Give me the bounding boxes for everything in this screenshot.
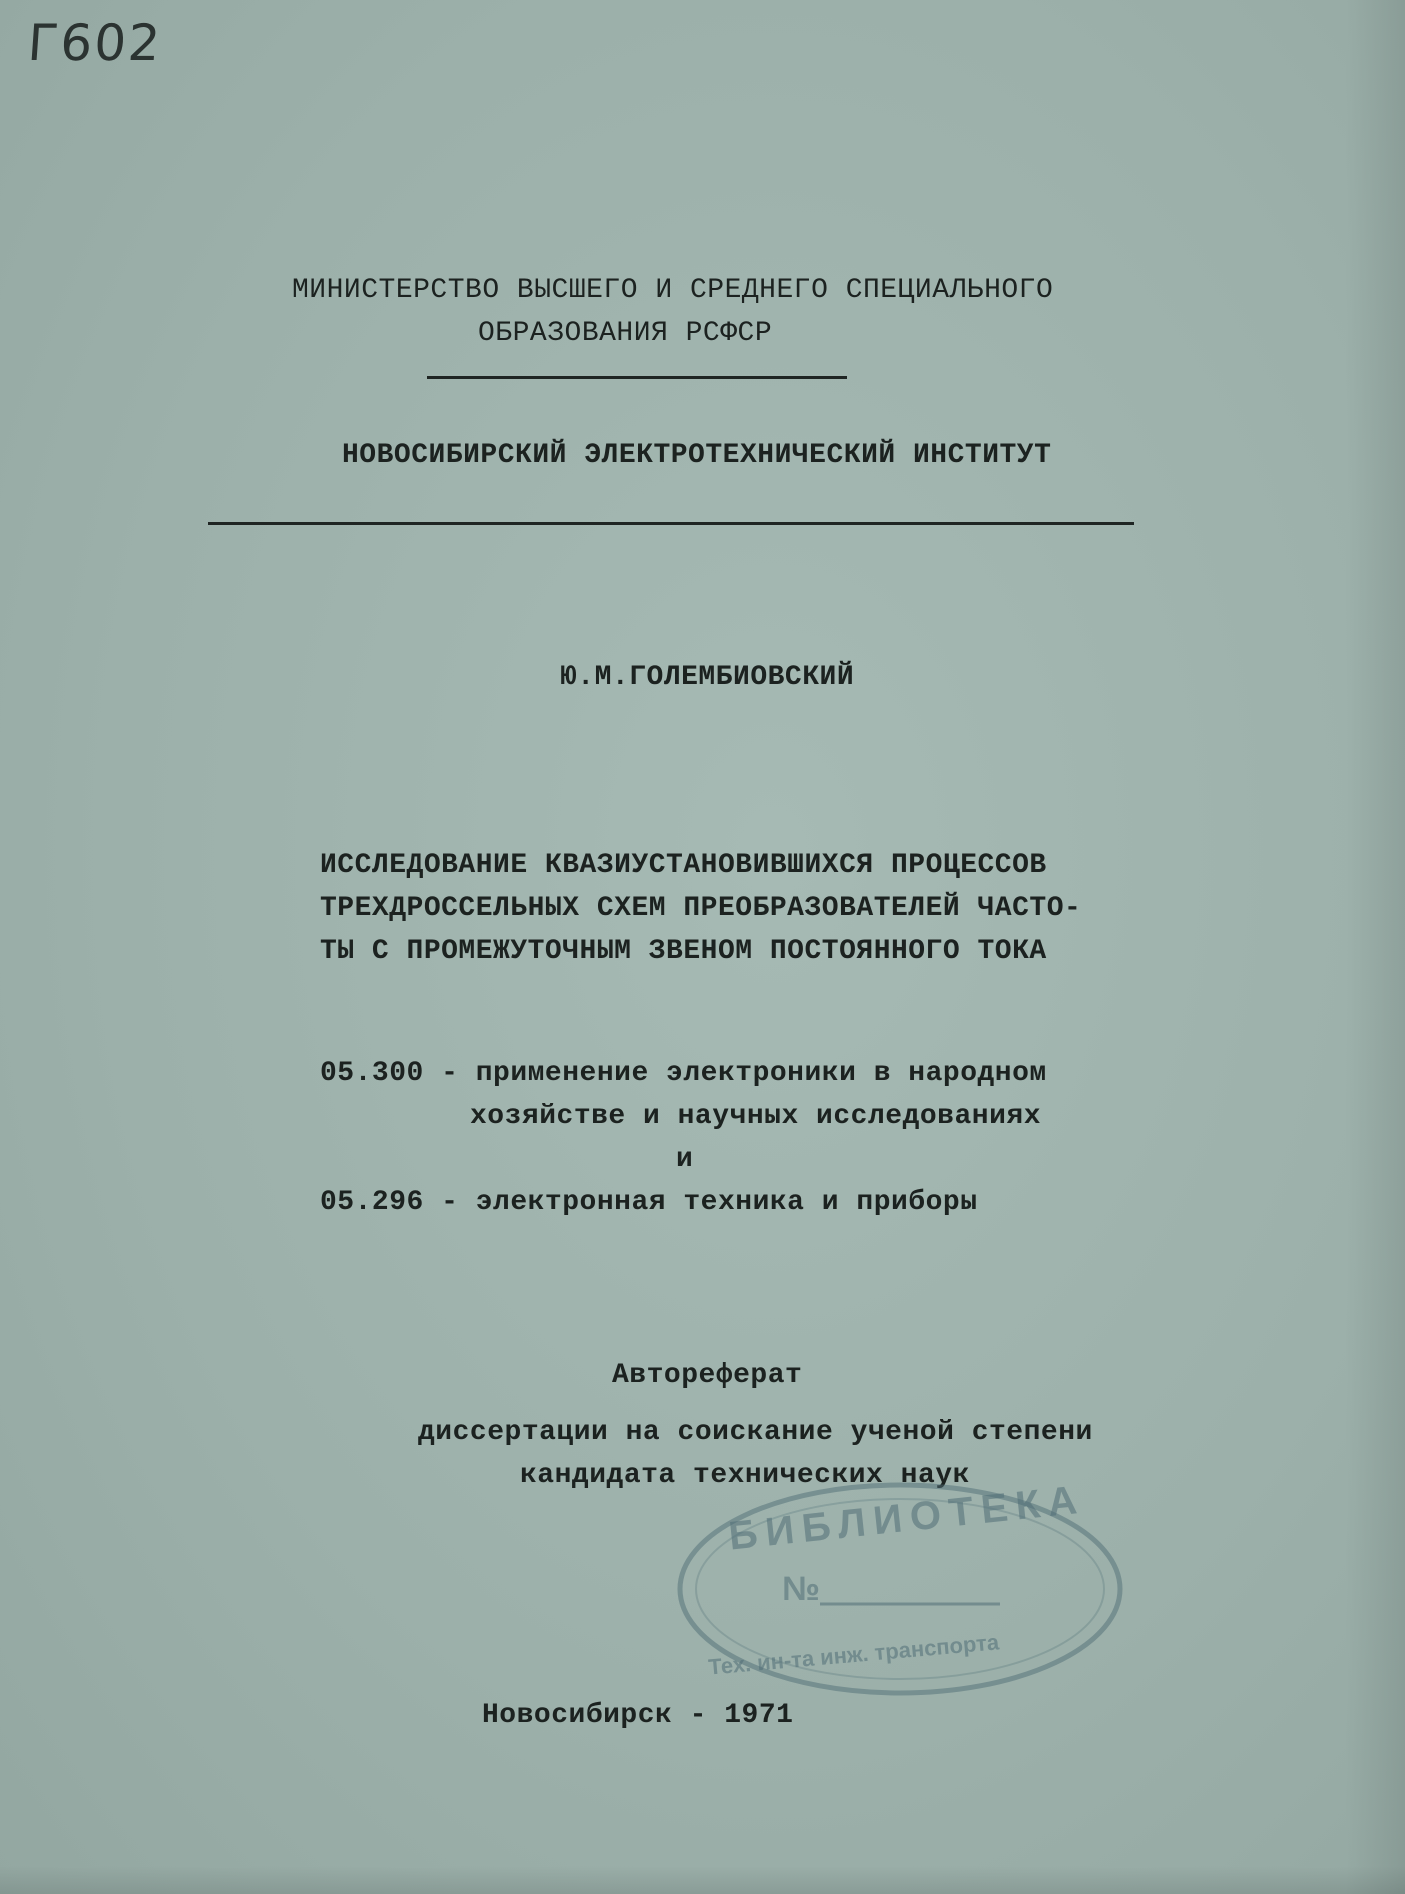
- library-stamp: [670, 1474, 1130, 1704]
- stamp-bottom-text: Тех. ин-та инж. транспорта: [707, 1629, 1000, 1680]
- specialty-conjunction: и: [676, 1144, 694, 1175]
- abstract-heading: Автореферат: [612, 1360, 803, 1391]
- city-and-year: Новосибирск - 1971: [482, 1700, 794, 1731]
- institute-name: НОВОСИБИРСКИЙ ЭЛЕКТРОТЕХНИЧЕСКИЙ ИНСТИТУТ: [342, 440, 1052, 471]
- specialty-1-line-2: хозяйстве и научных исследованиях: [470, 1101, 1041, 1132]
- stamp-number-label: №: [782, 1570, 820, 1608]
- page-edge-shadow-bottom: [0, 1866, 1405, 1894]
- title-line-2: ТРЕХДРОССЕЛЬНЫХ СХЕМ ПРЕОБРАЗОВАТЕЛЕЙ ЧАСТО-: [320, 893, 1082, 924]
- author-name: Ю.М.ГОЛЕМБИОВСКИЙ: [560, 662, 855, 693]
- title-line-3: ТЫ С ПРОМЕЖУТОЧНЫМ ЗВЕНОМ ПОСТОЯННОГО ТОКА: [320, 936, 1047, 967]
- abstract-line-2: кандидата технических наук: [520, 1460, 970, 1491]
- ministry-line-1: МИНИСТЕРСТВО ВЫСШЕГО И СРЕДНЕГО СПЕЦИАЛЬНОГО: [292, 275, 1054, 306]
- stamp-top-text: БИБЛИОТЕКА: [726, 1477, 1087, 1559]
- title-line-1: ИССЛЕДОВАНИЕ КВАЗИУСТАНОВИВШИХСЯ ПРОЦЕССОВ: [320, 850, 1047, 881]
- header-divider-short: [427, 376, 847, 379]
- specialty-1-line-1: 05.300 - применение электроники в народном: [320, 1058, 1047, 1089]
- ministry-line-2: ОБРАЗОВАНИЯ РСФСР: [478, 318, 773, 349]
- abstract-line-1: диссертации на соискание ученой степени: [418, 1417, 1093, 1448]
- specialty-2: 05.296 - электронная техника и приборы: [320, 1187, 978, 1218]
- header-divider-long: [208, 522, 1134, 525]
- handwritten-catalog-number: Г602: [25, 14, 164, 72]
- page-edge-shadow-right: [1345, 0, 1405, 1894]
